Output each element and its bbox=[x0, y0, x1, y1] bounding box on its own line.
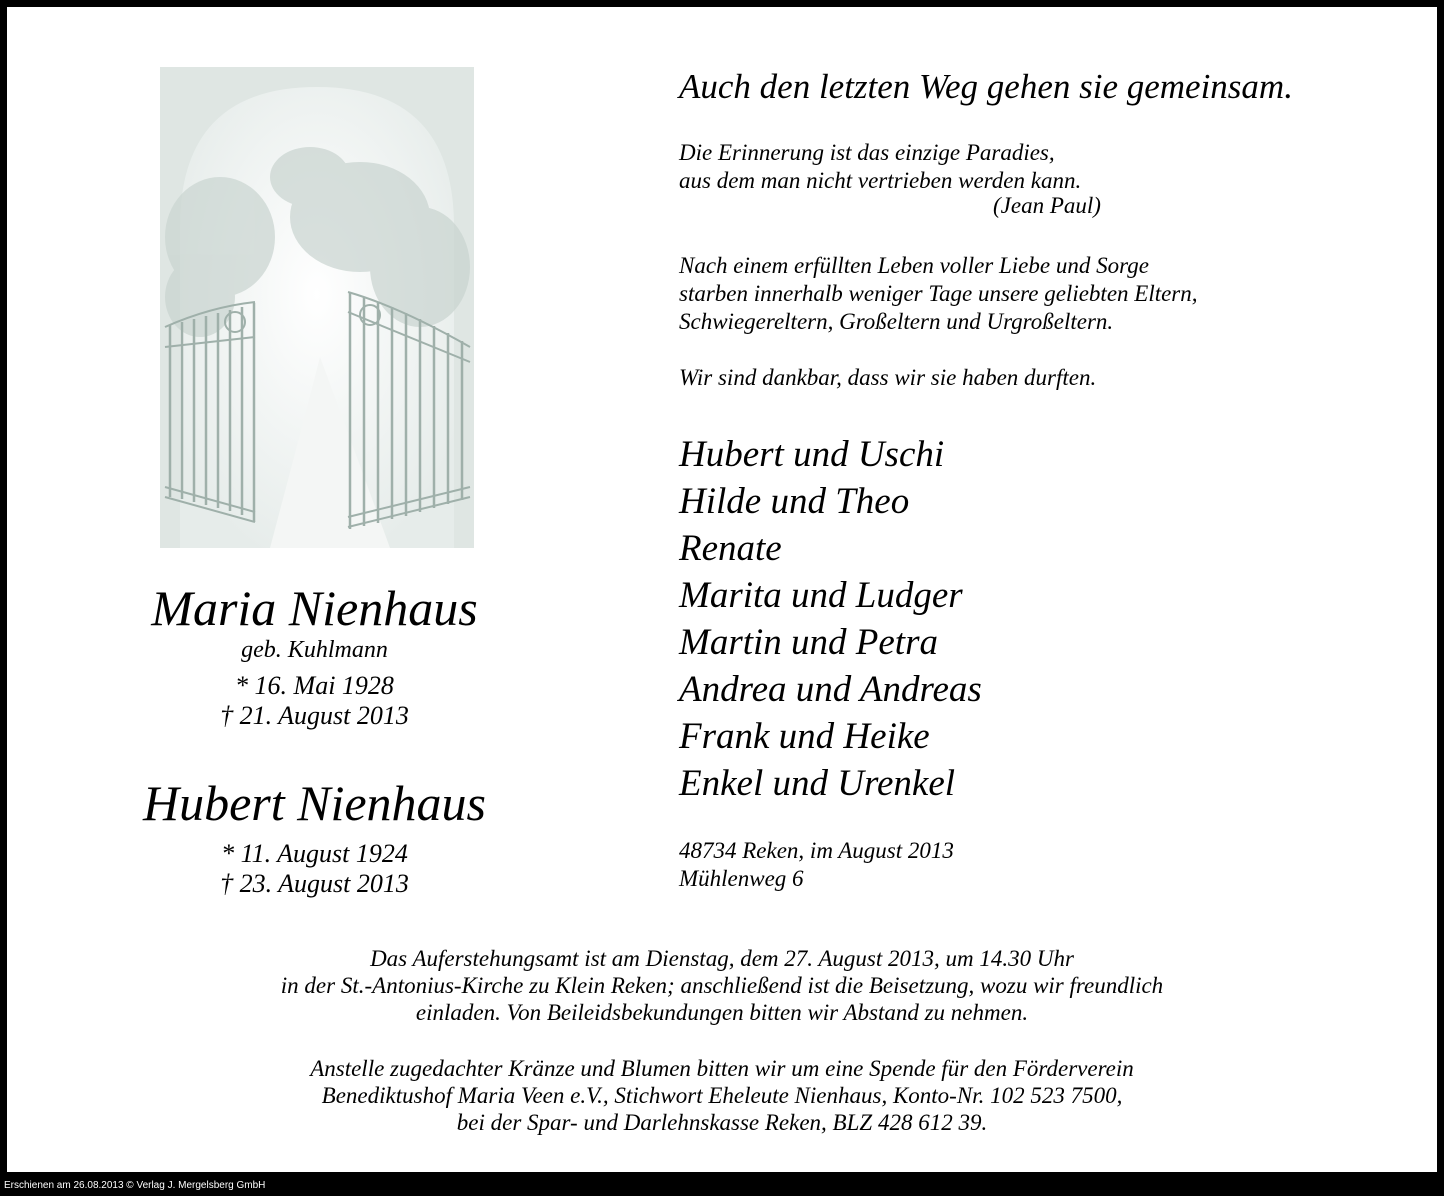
deceased-name: Hubert Nienhaus bbox=[142, 775, 487, 831]
thanks-text: Wir sind dankbar, dass wir sie haben durften. bbox=[679, 365, 1097, 390]
survivors-list bbox=[679, 431, 982, 807]
death-date: † 21. August 2013 bbox=[220, 701, 409, 730]
donation-line: Anstelle zugedachter Kränze und Blumen bitten wir um eine Spende für den Förderverein bbox=[310, 1056, 1134, 1081]
intro-line: starben innerhalb weniger Tage unsere geliebten Eltern, bbox=[679, 281, 1198, 306]
service-line: Das Auferstehungsamt ist am Dienstag, dem 27. August 2013, um 14.30 Uhr bbox=[370, 946, 1074, 971]
survivor-name: Marita und Ludger bbox=[679, 575, 963, 616]
survivor-name: Hubert und Uschi bbox=[679, 434, 945, 475]
donation-line: bei der Spar- und Darlehnskasse Reken, BLZ 428 612 39. bbox=[456, 1110, 988, 1135]
birth-name: geb. Kuhlmann bbox=[241, 637, 388, 663]
intro-line: Schwiegereltern, Großeltern und Urgroßeltern. bbox=[679, 309, 1114, 334]
quote-line: Die Erinnerung ist das einzige Paradies, bbox=[679, 140, 1055, 165]
quote-author: (Jean Paul) bbox=[993, 193, 1101, 218]
life-dates bbox=[37, 671, 592, 731]
death-date: † 23. August 2013 bbox=[220, 869, 409, 898]
service-notice bbox=[7, 945, 1437, 1026]
birth-date: * 11. August 1924 bbox=[221, 839, 408, 868]
survivor-name: Enkel und Urenkel bbox=[679, 763, 956, 804]
donation-notice bbox=[7, 1055, 1437, 1136]
donation-line: Benediktushof Maria Veen e.V., Stichwort Eheleute Nienhaus, Konto-Nr. 102 523 7500, bbox=[321, 1083, 1123, 1108]
survivor-name: Andrea und Andreas bbox=[679, 669, 982, 710]
obituary-card bbox=[7, 7, 1437, 1172]
quote bbox=[679, 139, 1081, 195]
place-and-address bbox=[679, 837, 954, 893]
intro-text bbox=[679, 252, 1198, 336]
publication-footer: Erschienen am 26.08.2013 © Verlag J. Mergelsberg GmbH bbox=[4, 1180, 266, 1191]
place-date: 48734 Reken, im August 2013 bbox=[679, 838, 954, 863]
street-address: Mühlenweg 6 bbox=[679, 866, 804, 891]
intro-line: Nach einem erfüllten Leben voller Liebe und Sorge bbox=[679, 253, 1149, 278]
garden-gate-image bbox=[160, 67, 474, 548]
headline: Auch den letzten Weg gehen sie gemeinsam. bbox=[679, 67, 1293, 106]
birth-date: * 16. Mai 1928 bbox=[235, 671, 394, 700]
service-line: in der St.-Antonius-Kirche zu Klein Reken; anschließend ist die Beisetzung, wozu wir freundlich bbox=[280, 973, 1164, 998]
service-line: einladen. Von Beileidsbekundungen bitten wir Abstand zu nehmen. bbox=[415, 1000, 1029, 1025]
deceased-name: Maria Nienhaus bbox=[151, 580, 478, 636]
survivor-name: Renate bbox=[679, 528, 782, 569]
life-dates bbox=[37, 839, 592, 899]
survivor-name: Hilde und Theo bbox=[679, 481, 910, 522]
survivor-name: Frank und Heike bbox=[679, 716, 930, 757]
survivor-name: Martin und Petra bbox=[679, 622, 938, 663]
quote-line: aus dem man nicht vertrieben werden kann. bbox=[679, 168, 1082, 193]
